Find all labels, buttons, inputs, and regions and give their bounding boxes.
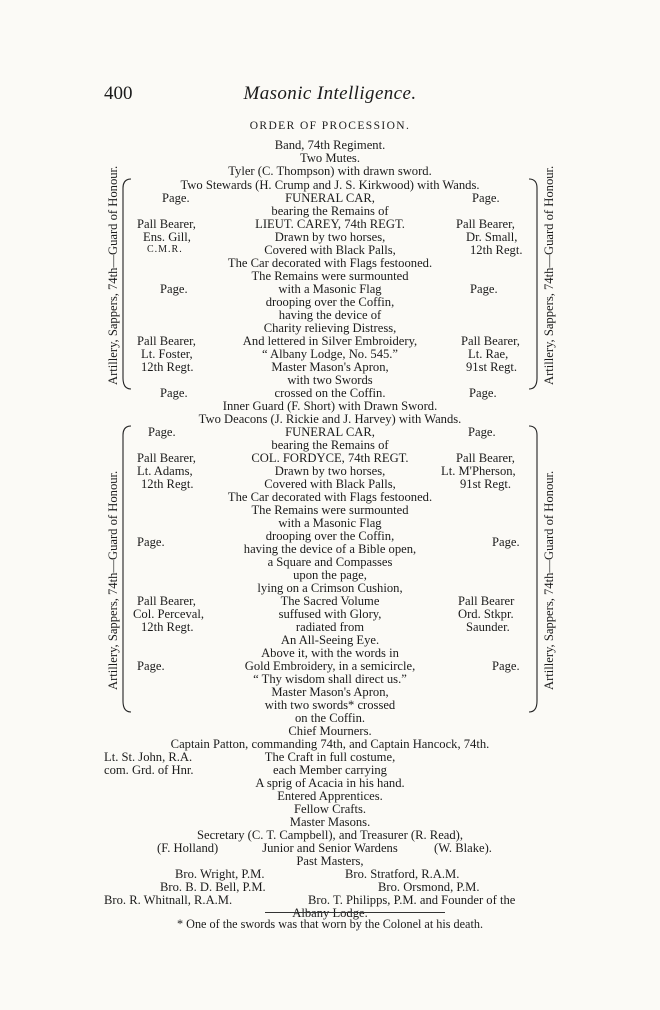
car1-line: Master Mason's Apron, xyxy=(271,360,389,374)
order-line: Entered Apprentices. xyxy=(277,789,383,803)
pall-bearer-left: Pall Bearer, xyxy=(137,451,196,465)
pall-bearer-right: Pall Bearer xyxy=(458,594,515,608)
wardens-right: (W. Blake). xyxy=(434,841,492,855)
car2-line: Master Mason's Apron, xyxy=(271,685,389,699)
bro-right: Bro. T. Philipps, P.M. and Founder of the xyxy=(308,893,516,907)
secretary-line: Secretary (C. T. Campbell), and Treasurer (R. Read), xyxy=(196,828,464,842)
order-line: Master Masons. xyxy=(289,815,371,829)
page-right: Page. xyxy=(470,282,498,296)
craft-line: A sprig of Acacia in his hand. xyxy=(255,776,405,790)
band-line: Band, 74th Regiment. xyxy=(274,138,386,152)
car1-line: with a Masonic Flag xyxy=(278,282,382,296)
page-left: Page. xyxy=(148,425,176,439)
page-right: Page. xyxy=(492,535,520,549)
past-masters: Past Masters, xyxy=(296,854,364,868)
car2-line: “ Thy wisdom shall direct us.” xyxy=(253,672,407,686)
bearer-left: Lt. Foster, xyxy=(141,347,193,361)
pall-bearer-right: Pall Bearer, xyxy=(461,334,520,348)
bearer-right: 91st Regt. xyxy=(466,360,518,374)
page-left: Page. xyxy=(137,659,165,673)
car1-line: crossed on the Coffin. xyxy=(274,386,386,400)
car1-line: FUNERAL CAR, xyxy=(285,191,375,205)
bearer-left: C.M.R. xyxy=(147,244,183,255)
car1-line: The Remains were surmounted xyxy=(251,269,409,283)
albany-line: Albany Lodge. xyxy=(292,906,368,920)
order-line: Fellow Crafts. xyxy=(293,802,367,816)
car1-line: And lettered in Silver Embroidery, xyxy=(242,334,418,348)
bearer-left: 12th Regt. xyxy=(141,360,194,374)
pall-bearer-right: Pall Bearer, xyxy=(456,451,515,465)
car1-line: bearing the Remains of xyxy=(271,204,389,218)
bearer-right: 91st Regt. xyxy=(460,477,512,491)
car2-line: Above it, with the words in xyxy=(261,646,399,660)
pall-bearer-left: Pall Bearer, xyxy=(137,594,196,608)
bearer-right: Saunder. xyxy=(466,620,510,634)
car2-line: The Car decorated with Flags festooned. xyxy=(227,490,433,504)
order-title: ORDER OF PROCESSION. xyxy=(249,120,411,132)
bearer-left: Col. Perceval, xyxy=(133,607,204,621)
car2-line: upon the page, xyxy=(293,568,367,582)
guard-label-left-1: Artillery, Sappers, 74th—Guard of Honour. xyxy=(106,165,120,385)
page-right: Page. xyxy=(468,425,496,439)
bro-left: Bro. Wright, P.M. xyxy=(175,867,265,881)
car2-line: lying on a Crimson Cushion, xyxy=(257,581,403,595)
pall-bearer-right: Pall Bearer, xyxy=(456,217,515,231)
left-guard-line: com. Grd. of Hnr. xyxy=(104,763,194,777)
page-right: Page. xyxy=(492,659,520,673)
deacons-line: Two Deacons (J. Rickie and J. Harvey) with Wands. xyxy=(198,412,462,426)
guard-label-right-2: Artillery, Sappers, 74th—Guard of Honour. xyxy=(542,470,556,690)
guard-label-left-2: Artillery, Sappers, 74th—Guard of Honour. xyxy=(106,470,120,690)
car1-line: Covered with Black Palls, xyxy=(264,243,396,257)
footnote: * One of the swords was that worn by the Colonel at his death. xyxy=(177,917,483,931)
car1-line: having the device of xyxy=(278,308,382,322)
car2-line: with two swords* crossed xyxy=(264,698,396,712)
page-right: Page. xyxy=(472,191,500,205)
chief-mourners: Chief Mourners. xyxy=(288,724,372,738)
bro-right: Bro. Stratford, R.A.M. xyxy=(345,867,460,881)
bro-left: Bro. R. Whitnall, R.A.M. xyxy=(104,893,233,907)
craft-line: The Craft in full costume, xyxy=(264,750,396,764)
page-left: Page. xyxy=(162,191,190,205)
car1-line: Charity relieving Distress, xyxy=(263,321,397,335)
captains-line: Captain Patton, commanding 74th, and Captain Hancock, 74th. xyxy=(170,737,490,751)
car2-line: having the device of a Bible open, xyxy=(243,542,417,556)
wardens-mid: Junior and Senior Wardens xyxy=(262,841,398,855)
car2-line: An All-Seeing Eye. xyxy=(280,633,380,647)
car2-line: The Sacred Volume xyxy=(280,594,380,608)
bearer-right: Dr. Small, xyxy=(466,230,518,244)
car2-line: with a Masonic Flag xyxy=(278,516,382,530)
car2-line: Gold Embroidery, in a semicircle, xyxy=(244,659,416,673)
bro-right: Bro. Orsmond, P.M. xyxy=(378,880,480,894)
footnote-rule xyxy=(265,912,445,913)
car2-line: FUNERAL CAR, xyxy=(285,425,375,439)
car1-line: Drawn by two horses, xyxy=(274,230,386,244)
page-left: Page. xyxy=(160,282,188,296)
wardens-left: (F. Holland) xyxy=(157,841,219,855)
bearer-left: 12th Regt. xyxy=(141,620,194,634)
page-right: Page. xyxy=(469,386,497,400)
car1-line: The Car decorated with Flags festooned. xyxy=(227,256,433,270)
car1-line: LIEUT. CAREY, 74th REGT. xyxy=(255,217,405,231)
running-title: Masonic Intelligence. xyxy=(243,83,417,104)
car2-line: The Remains were surmounted xyxy=(251,503,409,517)
car1-line: drooping over the Coffin, xyxy=(265,295,395,309)
bearer-left: Lt. Adams, xyxy=(137,464,193,478)
car2-line: on the Coffin. xyxy=(294,711,366,725)
bearer-right: Lt. Rae, xyxy=(468,347,509,361)
car2-line: Drawn by two horses, xyxy=(274,464,386,478)
page-left: Page. xyxy=(137,535,165,549)
car2-line: a Square and Compasses xyxy=(267,555,393,569)
car1-line: with two Swords xyxy=(287,373,373,387)
car2-line: COL. FORDYCE, 74th REGT. xyxy=(251,451,409,465)
tyler-line: Tyler (C. Thompson) with drawn sword. xyxy=(228,164,432,178)
pall-bearer-left: Pall Bearer, xyxy=(137,217,196,231)
inner-guard-line: Inner Guard (F. Short) with Drawn Sword. xyxy=(222,399,438,413)
bearer-right: Lt. M'Pherson, xyxy=(441,464,516,478)
stewards-line: Two Stewards (H. Crump and J. S. Kirkwood) with Wands. xyxy=(180,178,480,192)
bearer-right: 12th Regt. xyxy=(470,243,523,257)
car2-line: radiated from xyxy=(295,620,365,634)
car2-line: Covered with Black Palls, xyxy=(264,477,396,491)
bearer-left: Ens. Gill, xyxy=(143,230,191,244)
bro-left: Bro. B. D. Bell, P.M. xyxy=(160,880,266,894)
mutes-line: Two Mutes. xyxy=(300,151,360,165)
car2-line: suffused with Glory, xyxy=(278,607,382,621)
car2-line: drooping over the Coffin, xyxy=(265,529,395,543)
guard-label-right-1: Artillery, Sappers, 74th—Guard of Honour. xyxy=(542,165,556,385)
car2-line: bearing the Remains of xyxy=(271,438,389,452)
pall-bearer-left: Pall Bearer, xyxy=(137,334,196,348)
page-number: 400 xyxy=(104,83,133,104)
craft-line: each Member carrying xyxy=(273,763,387,777)
left-guard-line: Lt. St. John, R.A. xyxy=(104,750,193,764)
bearer-right: Ord. Stkpr. xyxy=(458,607,514,621)
car1-line: “ Albany Lodge, No. 545.” xyxy=(261,347,399,361)
bearer-left: 12th Regt. xyxy=(141,477,194,491)
page-left: Page. xyxy=(160,386,188,400)
